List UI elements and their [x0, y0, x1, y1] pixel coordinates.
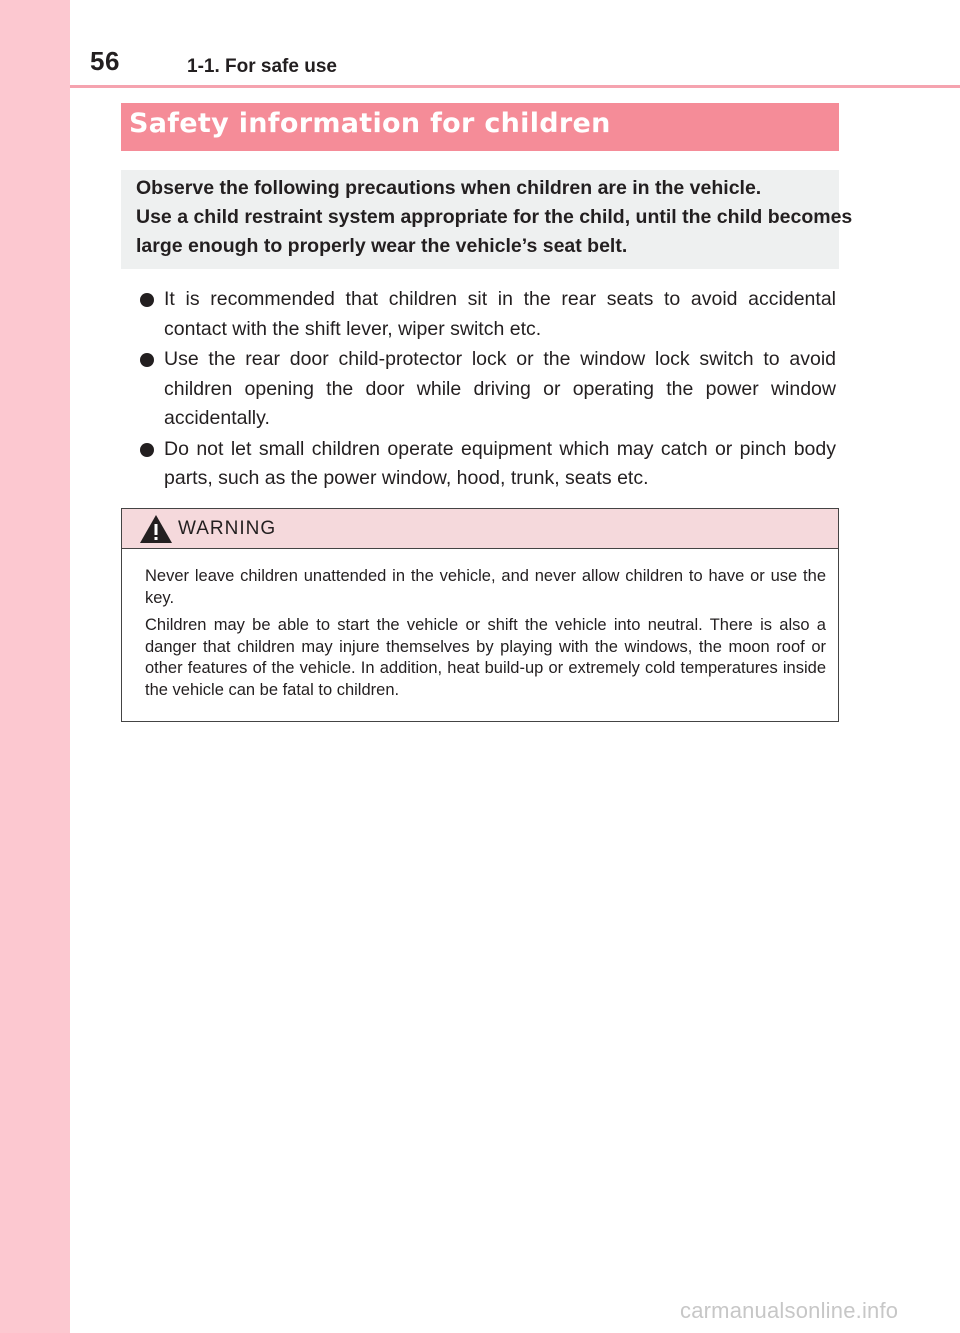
warning-paragraph: Never leave children unattended in the vehicle, and never allow children to have or use the key.	[145, 567, 826, 607]
bullet-dot-icon	[140, 443, 154, 457]
bullet-text: It is recommended that children sit in the rear seats to avoid accidental contact with the shift lever, wiper switch etc.	[164, 288, 836, 340]
bullet-dot-icon	[140, 353, 154, 367]
list-item	[136, 285, 836, 344]
warning-triangle-icon	[139, 514, 173, 544]
header-divider	[70, 85, 960, 88]
warning-title: WARNING	[178, 518, 277, 539]
title-bar	[121, 103, 839, 151]
intro-line: Use a child restraint system appropriate for the child, until the child becomes	[136, 206, 853, 228]
intro-line: large enough to properly wear the vehicle’s seat belt.	[136, 235, 628, 257]
list-item	[136, 345, 836, 434]
warning-paragraph: Children may be able to start the vehicle or shift the vehicle into neutral. There is also a danger that children may injure themselves by playing with the windows, the moon roof or other features of the vehicle. In addition, heat build-up or extremely cold temperatures inside the vehicle can be fatal to children.	[145, 616, 826, 699]
watermark: carmanualsonline.info	[680, 1298, 899, 1323]
bullet-dot-icon	[140, 293, 154, 307]
bullet-list	[136, 285, 836, 495]
section-label: 1-1. For safe use	[187, 56, 337, 77]
list-item	[136, 435, 836, 494]
page-title: Safety information for children	[129, 108, 611, 139]
bullet-text: Use the rear door child-protector lock or the window lock switch to avoid children opening the door while driving or operating the power window accidentally.	[164, 348, 836, 429]
intro-line: Observe the following precautions when children are in the vehicle.	[136, 177, 762, 199]
warning-body	[122, 549, 838, 701]
page-number: 56	[90, 46, 120, 76]
warning-header	[122, 509, 838, 549]
warning-box	[121, 508, 839, 722]
page-header	[70, 0, 960, 88]
side-color-band	[0, 0, 70, 1333]
bullet-text: Do not let small children operate equipment which may catch or pinch body parts, such as the power window, hood, trunk, seats etc.	[164, 437, 836, 489]
intro-box	[121, 170, 853, 269]
